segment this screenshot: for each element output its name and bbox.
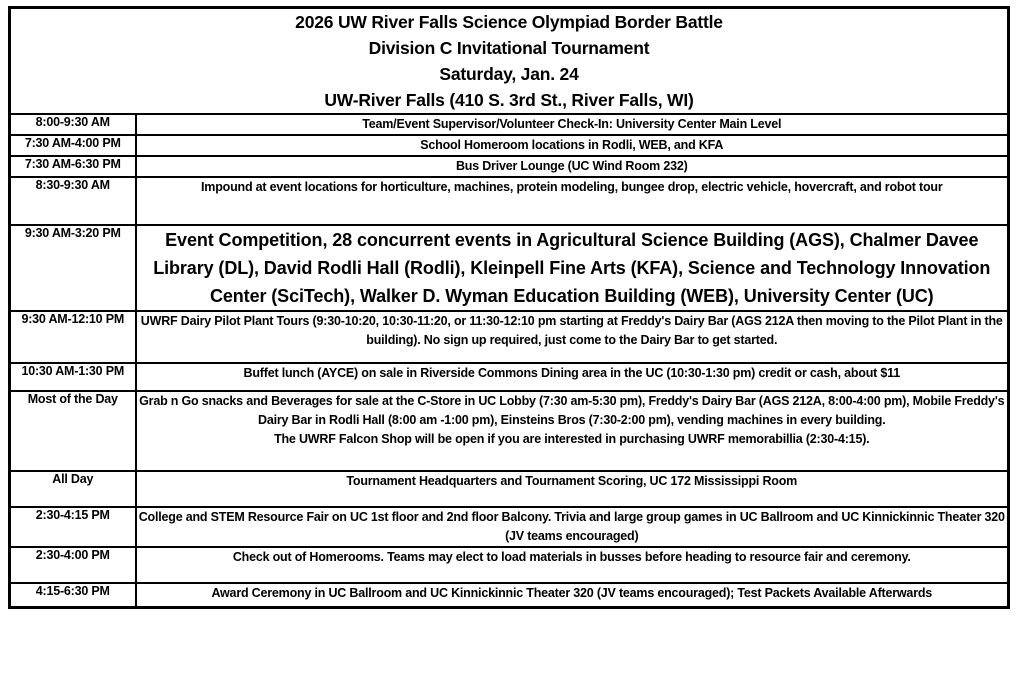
row-description (136, 471, 1009, 507)
row-description-line: Bus Driver Lounge (UC Wind Room 232) (455, 159, 688, 173)
table-row (10, 547, 1009, 583)
row-time: 2:30-4:15 PM (10, 507, 136, 547)
row-description-line: Team/Event Supervisor/Volunteer Check-In: University Center Main Level (362, 117, 782, 131)
header-title-line-1: 2026 UW River Falls Science Olympiad Border Battle (295, 12, 723, 32)
table-row (10, 391, 1009, 471)
row-time: 2:30-4:00 PM (10, 547, 136, 583)
row-time: All Day (10, 471, 136, 507)
row-description (136, 363, 1009, 391)
table-row (10, 225, 1009, 311)
table-row (10, 114, 1009, 135)
table-row (10, 177, 1009, 225)
row-description-line: Event Competition, 28 concurrent events in Agricultural Science Building (AGS), Chalmer Davee Library (DL), David Rodli Hall (Rodli), Kleinpell Fine Arts (KFA), Science and Technology Innovation Center (SciTech), Walker D. Wyman Education Building (WEB), University Center (UC) (153, 230, 991, 306)
header-title-line-4: UW-River Falls (410 S. 3rd St., River Falls, WI) (324, 90, 694, 110)
row-description-line: Buffet lunch (AYCE) on sale in Riverside Commons Dining area in the UC (10:30-1:30 pm) credit or cash, about $11 (243, 366, 900, 380)
table-row (10, 135, 1009, 156)
row-description-line: UWRF Dairy Pilot Plant Tours (9:30-10:20, 10:30-11:20, or 11:30-12:10 pm starting at Freddy's Dairy Bar (AGS 212A then moving to the Pilot Plant in the building). No sign up required, just come to the Dairy Bar to get started. (140, 314, 1003, 347)
row-description-line: Award Ceremony in UC Ballroom and UC Kinnickinnic Theater 320 (JV teams encouraged); Test Packets Available Afterwards (211, 586, 933, 600)
row-description-line: Tournament Headquarters and Tournament Scoring, UC 172 Mississippi Room (346, 474, 798, 488)
header-row (10, 8, 1009, 115)
row-description (136, 583, 1009, 608)
row-time: Most of the Day (10, 391, 136, 471)
row-description (136, 225, 1009, 311)
table-row (10, 363, 1009, 391)
row-time: 9:30 AM-3:20 PM (10, 225, 136, 311)
table-row (10, 471, 1009, 507)
tournament-schedule-table (8, 6, 1010, 609)
schedule-table-body (10, 8, 1009, 608)
row-description (136, 547, 1009, 583)
row-description (136, 114, 1009, 135)
table-row (10, 311, 1009, 363)
row-time: 10:30 AM-1:30 PM (10, 363, 136, 391)
table-row (10, 583, 1009, 608)
header-title-line-2: Division C Invitational Tournament (368, 38, 650, 58)
row-time: 4:15-6:30 PM (10, 583, 136, 608)
row-time: 9:30 AM-12:10 PM (10, 311, 136, 363)
row-description (136, 156, 1009, 177)
row-time: 7:30 AM-6:30 PM (10, 156, 136, 177)
document-header (10, 8, 1009, 115)
row-description (136, 311, 1009, 363)
row-description (136, 507, 1009, 547)
row-time: 7:30 AM-4:00 PM (10, 135, 136, 156)
table-row (10, 507, 1009, 547)
row-description-line: The UWRF Falcon Shop will be open if you are interested in purchasing UWRF memorabillia (2:30-4:15). (274, 432, 870, 446)
row-description-line: Impound at event locations for horticulture, machines, protein modeling, bungee drop, electric vehicle, hovercraft, and robot tour (201, 180, 943, 194)
row-description-line: Check out of Homerooms. Teams may elect to load materials in busses before heading to resource fair and ceremony. (232, 550, 911, 564)
row-time: 8:00-9:30 AM (10, 114, 136, 135)
table-row (10, 156, 1009, 177)
row-description (136, 391, 1009, 471)
row-description-line: College and STEM Resource Fair on UC 1st floor and 2nd floor Balcony. Trivia and large group games in UC Ballroom and UC Kinnickinnic Theater 320 (JV teams encouraged) (138, 510, 1005, 543)
header-title-line-3: Saturday, Jan. 24 (439, 64, 579, 84)
row-description (136, 177, 1009, 225)
row-description-line: Grab n Go snacks and Beverages for sale at the C-Store in UC Lobby (7:30 am-5:30 pm), Freddy's Dairy Bar (AGS 212A, 8:00-4:00 pm), Mobile Freddy's Dairy Bar in Rodli Hall (8:00 am -1:00 pm), Einsteins Bros (7:30-2:00 pm), vending machines in every building. (139, 394, 1005, 427)
row-description (136, 135, 1009, 156)
row-description-line: School Homeroom locations in Rodli, WEB, and KFA (420, 138, 724, 152)
row-time: 8:30-9:30 AM (10, 177, 136, 225)
